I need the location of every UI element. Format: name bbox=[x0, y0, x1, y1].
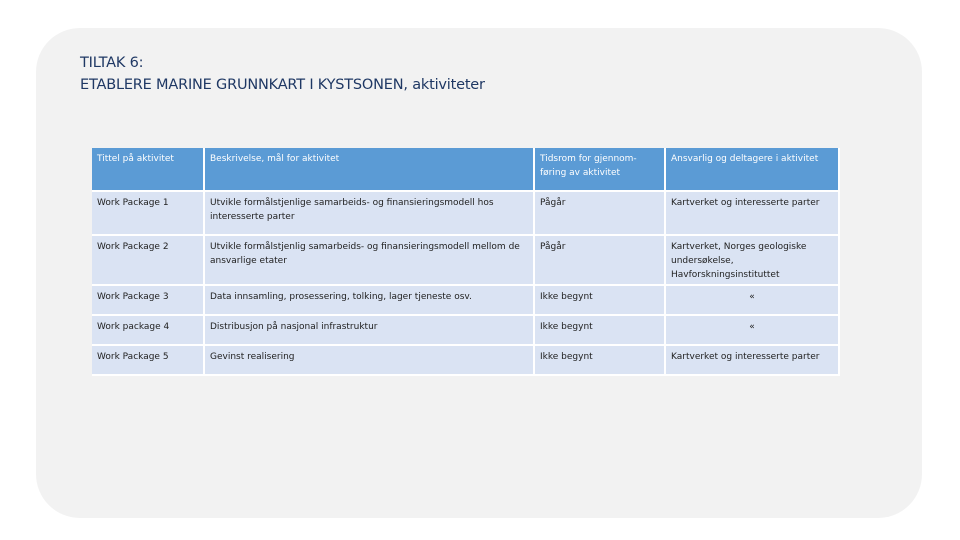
header-title: Tittel på aktivitet bbox=[92, 148, 205, 192]
slide-title bbox=[80, 52, 840, 96]
cell-responsible: Kartverket og interesserte parter bbox=[666, 192, 840, 236]
activities-table bbox=[92, 148, 840, 376]
cell-title: Work Package 2 bbox=[92, 236, 205, 286]
cell-description: Utvikle formålstjenlig samarbeids- og finansieringsmodell mellom de ansvarlige etater bbox=[205, 236, 535, 286]
cell-period: Pågår bbox=[535, 192, 666, 236]
header-responsible: Ansvarlig og deltagere i aktivitet bbox=[666, 148, 840, 192]
cell-description: Utvikle formålstjenlige samarbeids- og finansieringsmodell hos interesserte parter bbox=[205, 192, 535, 236]
cell-period: Ikke begynt bbox=[535, 286, 666, 316]
cell-description: Distribusjon på nasjonal infrastruktur bbox=[205, 316, 535, 346]
cell-title: Work Package 3 bbox=[92, 286, 205, 316]
cell-title: Work Package 1 bbox=[92, 192, 205, 236]
header-period: Tidsrom for gjennom-føring av aktivitet bbox=[535, 148, 666, 192]
table-header-row bbox=[92, 148, 840, 192]
cell-responsible-ditto: « bbox=[666, 286, 840, 316]
table-row bbox=[92, 192, 840, 236]
cell-period: Ikke begynt bbox=[535, 346, 666, 376]
title-line-1: TILTAK 6: bbox=[80, 55, 144, 71]
cell-title: Work package 4 bbox=[92, 316, 205, 346]
cell-responsible: Kartverket, Norges geologiske undersøkelse, Havforskningsinstituttet bbox=[666, 236, 840, 286]
header-description: Beskrivelse, mål for aktivitet bbox=[205, 148, 535, 192]
cell-description: Data innsamling, prosessering, tolking, lager tjeneste osv. bbox=[205, 286, 535, 316]
table-row bbox=[92, 316, 840, 346]
cell-responsible: Kartverket og interesserte parter bbox=[666, 346, 840, 376]
cell-description: Gevinst realisering bbox=[205, 346, 535, 376]
cell-period: Ikke begynt bbox=[535, 316, 666, 346]
cell-title: Work Package 5 bbox=[92, 346, 205, 376]
cell-responsible-ditto: « bbox=[666, 316, 840, 346]
table-row bbox=[92, 346, 840, 376]
title-line-2: ETABLERE MARINE GRUNNKART I KYSTSONEN, aktiviteter bbox=[80, 77, 485, 93]
cell-period: Pågår bbox=[535, 236, 666, 286]
table-row bbox=[92, 286, 840, 316]
table-row bbox=[92, 236, 840, 286]
